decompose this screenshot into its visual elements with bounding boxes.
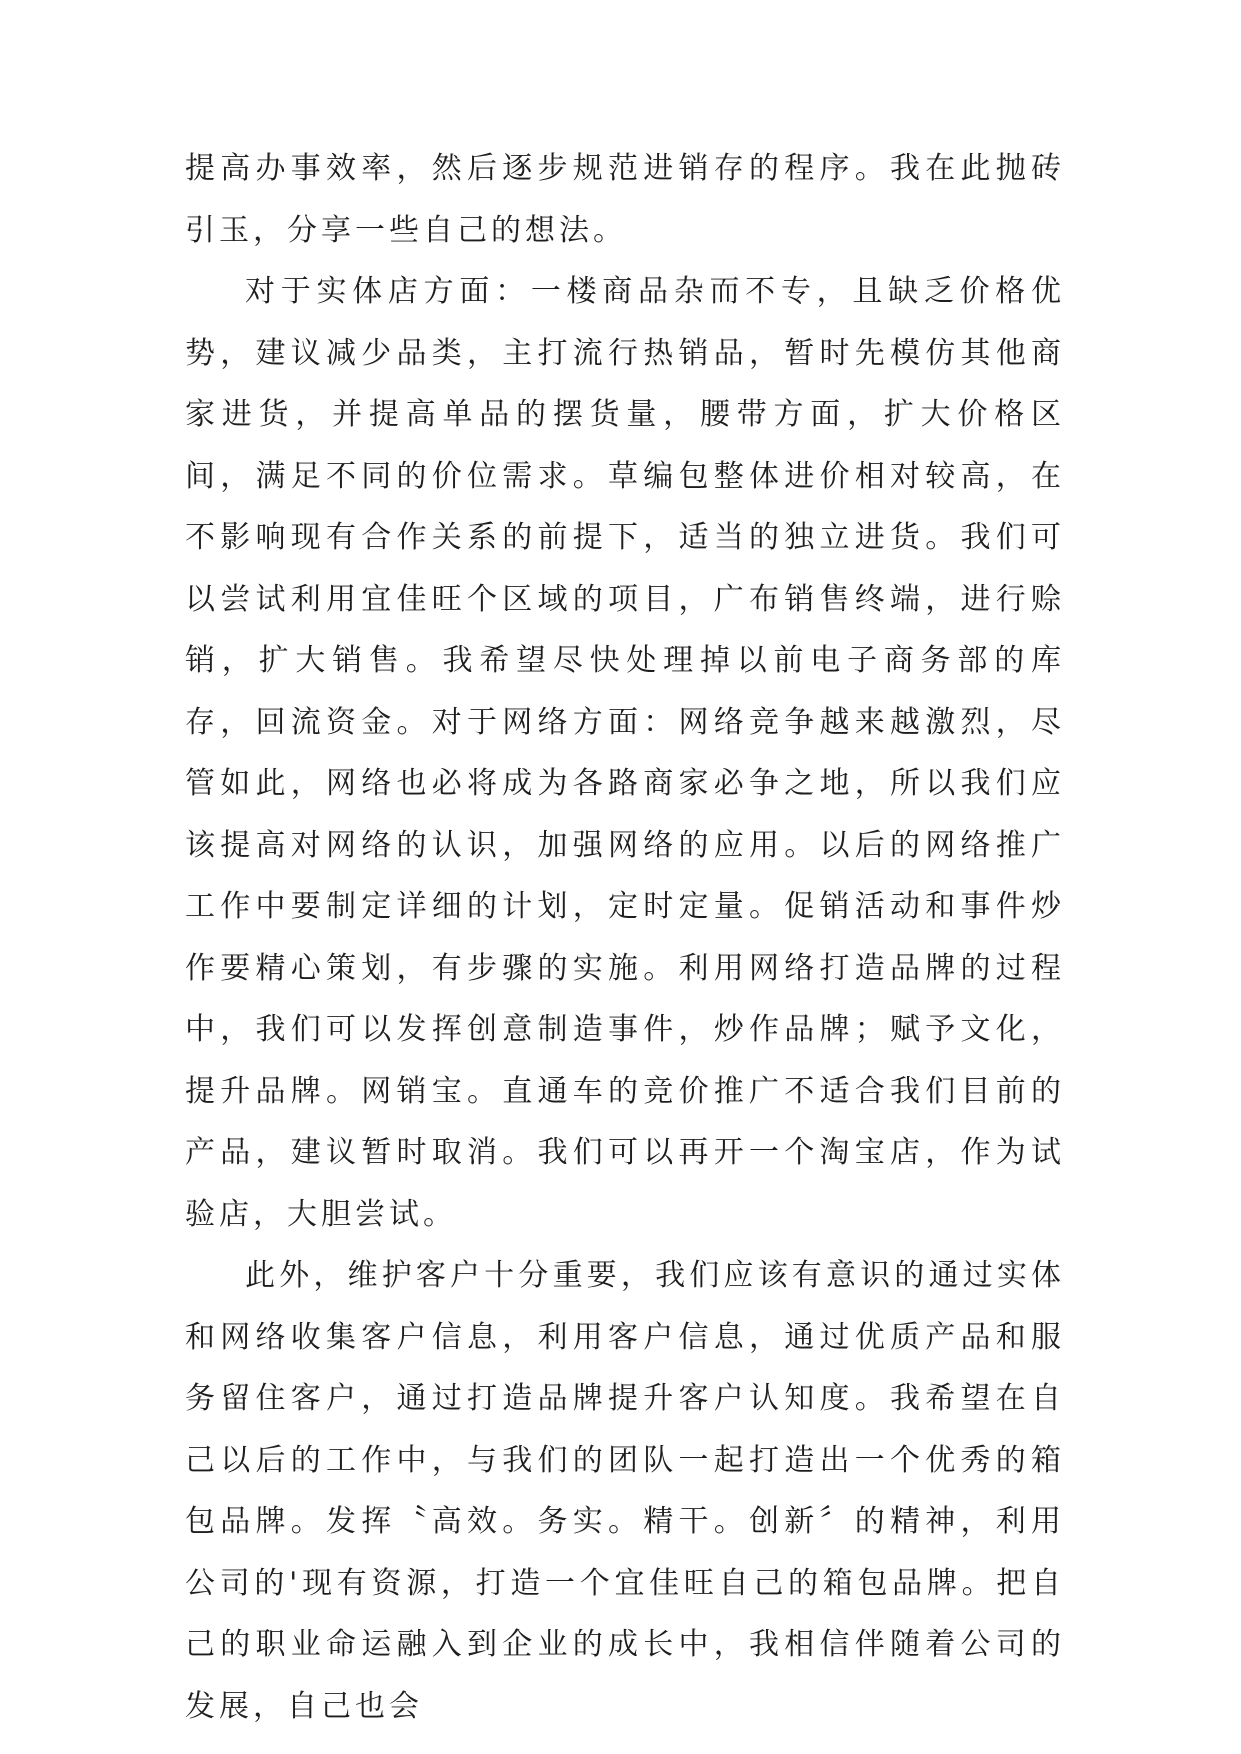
paragraph-3: 此外，维护客户十分重要，我们应该有意识的通过实体和网络收集客户信息，利用客户信息，通过优质产品和服务留住客户，通过打造品牌提升客户认知度。我希望在自己以后的工作中，与我们的团队一起打造出一个优秀的箱包品牌。发挥〝高效。务实。精干。创新〞的精神，利用公司的'现有资源，打造一个宜佳旺自己的箱包品牌。把自己的职业命运融入到企业的成长中，我相信伴随着公司的发展，自己也会 [185, 1258, 1065, 1724]
paragraph-2: 对于实体店方面：一楼商品杂而不专，且缺乏价格优势，建议减少品类，主打流行热销品，暂时先模仿其他商家进货，并提高单品的摆货量，腰带方面，扩大价格区间，满足不同的价位需求。草编包整体进价相对较高，在不影响现有合作关系的前提下，适当的独立进货。我们可以尝试利用宜佳旺个区域的项目，广布销售终端，进行赊销，扩大销售。我希望尽快处理掉以前电子商务部的库存，回流资金。对于网络方面：网络竞争越来越激烈，尽管如此，网络也必将成为各路商家必争之地，所以我们应该提高对网络的认识，加强网络的应用。以后的网络推广工作中要制定详细的计划，定时定量。促销活动和事件炒作要精心策划，有步骤的实施。利用网络打造品牌的过程中，我们可以发挥创意制造事件，炒作品牌；赋予文化，提升品牌。网销宝。直通车的竞价推广不适合我们目前的产品，建议暂时取消。我们可以再开一个淘宝店，作为试验店，大胆尝试。 [185, 274, 1065, 1232]
paragraph-1: 提高办事效率，然后逐步规范进销存的程序。我在此抛砖引玉，分享一些自己的想法。 [185, 151, 1065, 248]
document-body [185, 138, 1065, 1737]
